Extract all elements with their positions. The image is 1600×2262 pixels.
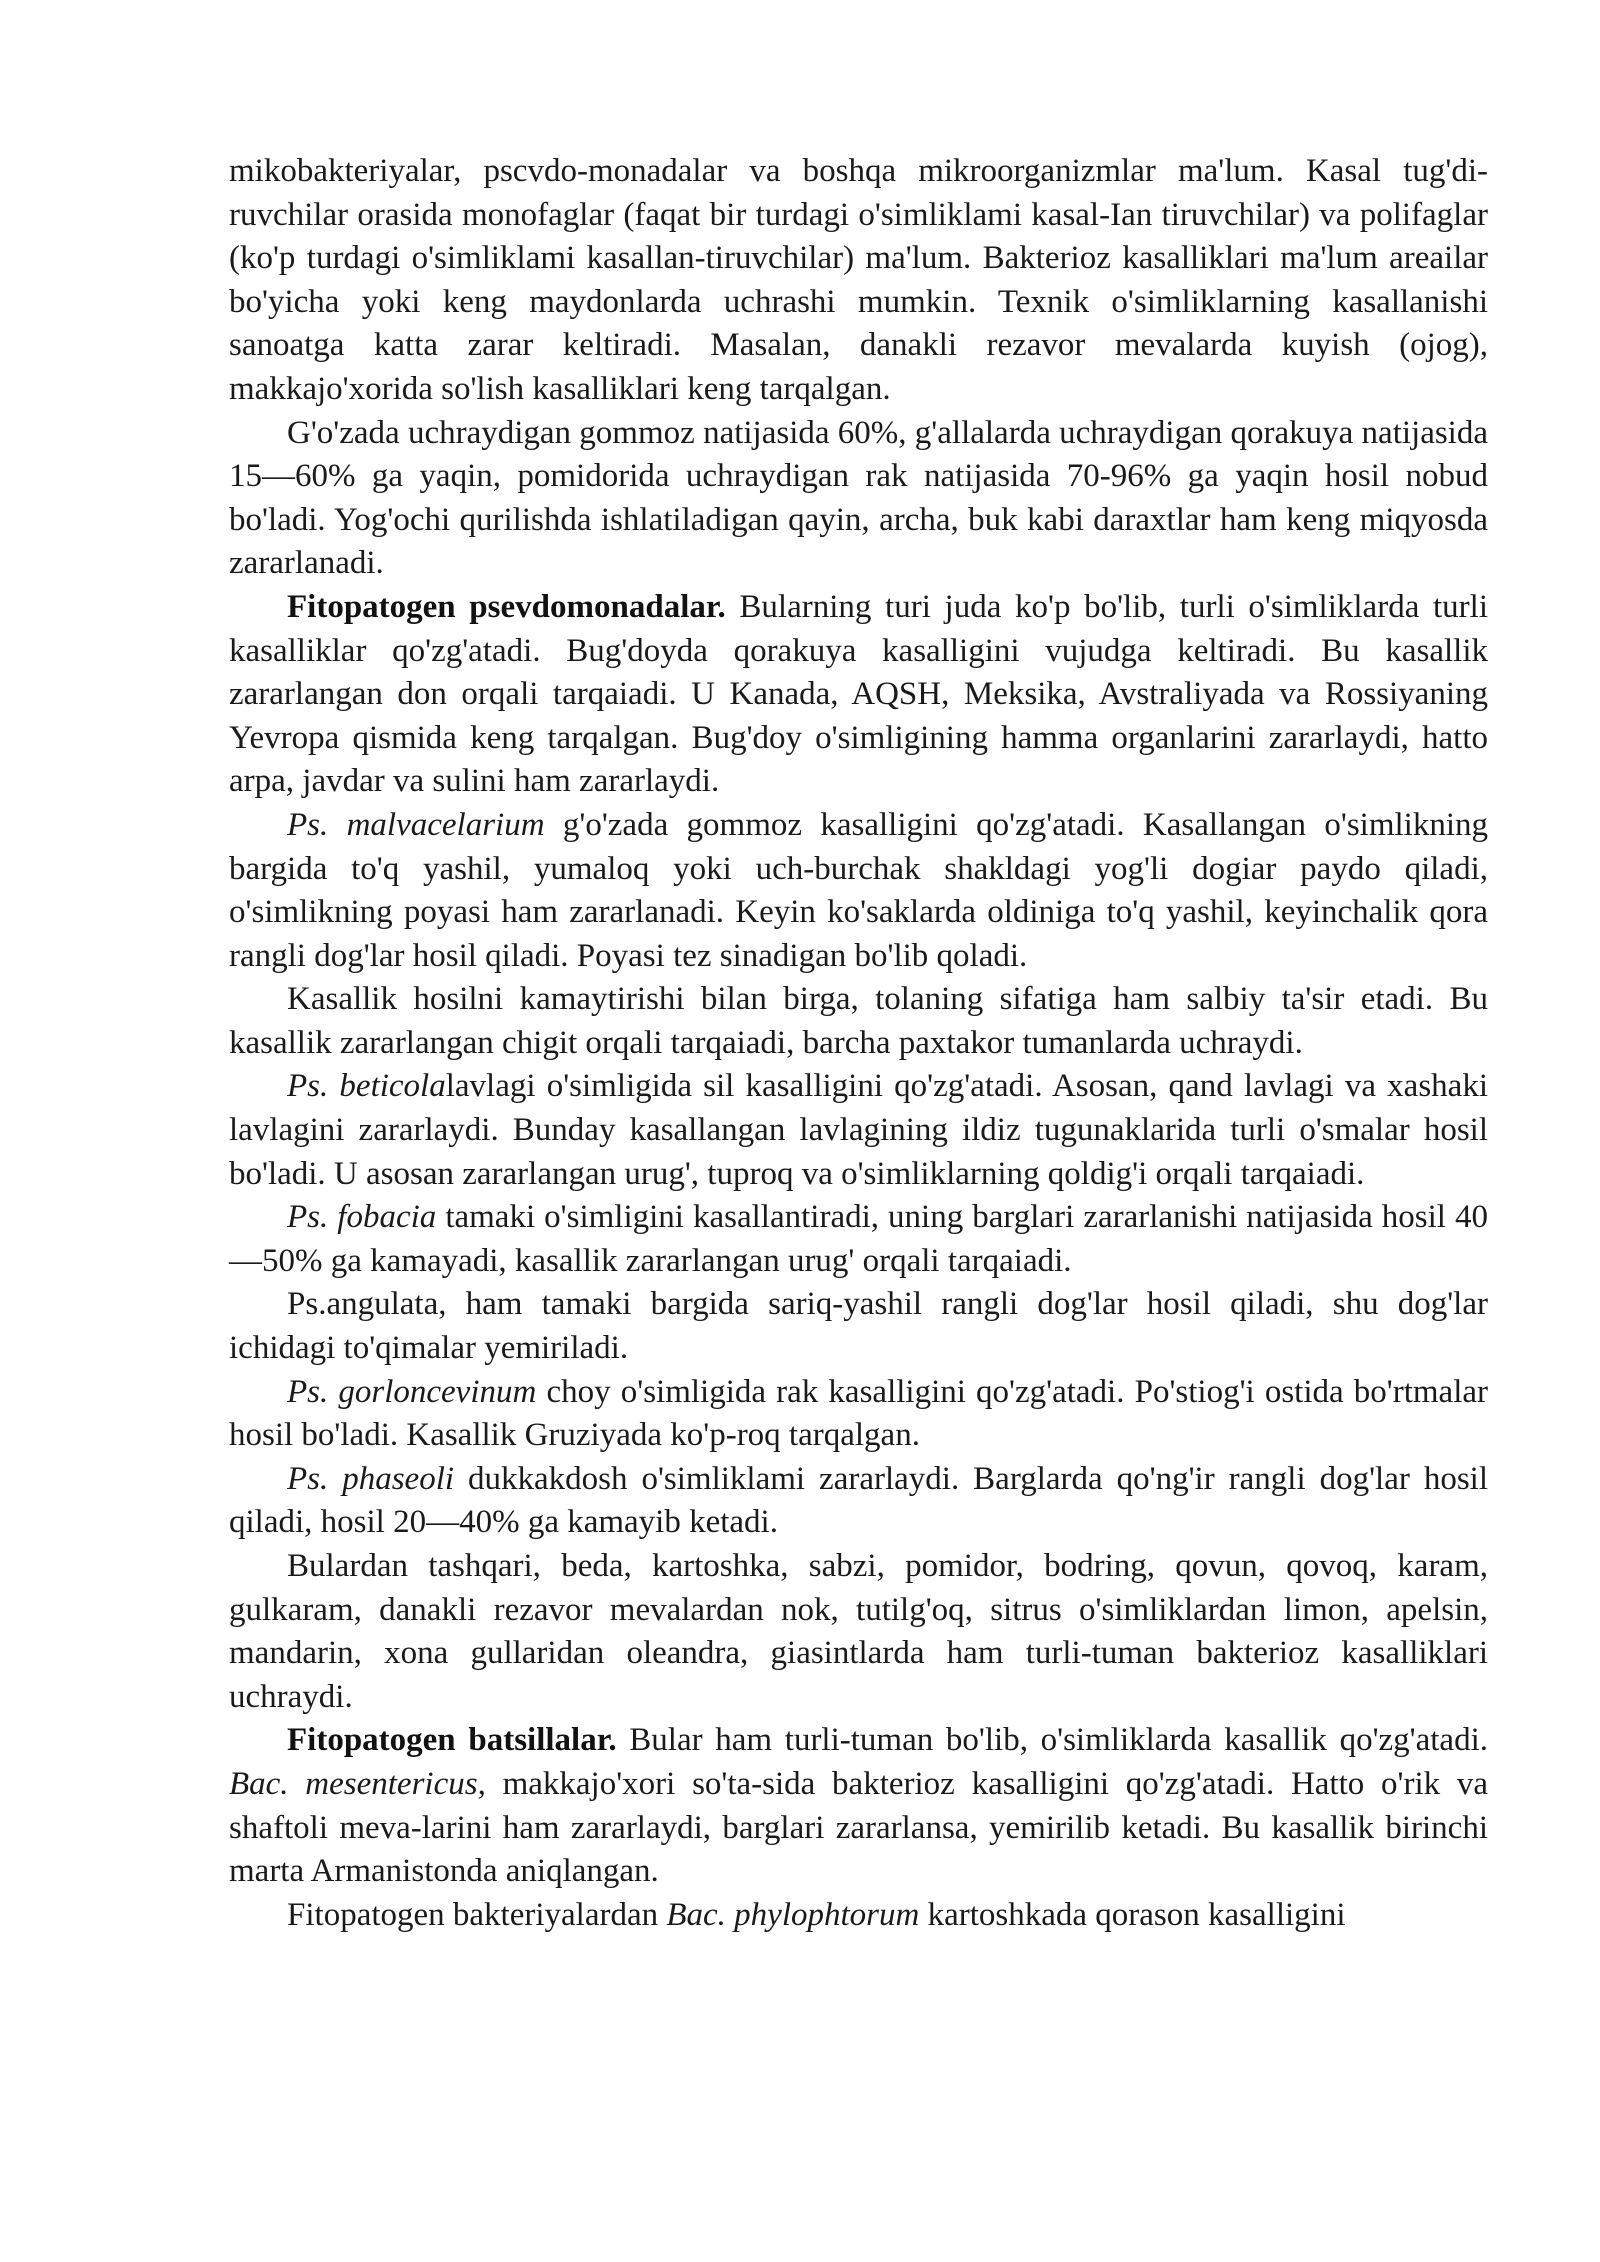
text-run: makkajo'xori so'ta-sida bakterioz kasalligini qo'zg'atadi. Hatto o'rik va shaftoli meva-larini ham zararlaydi, barglari zararlansa, yemirilib ketadi. Bu kasallik birinchi marta Armanistonda aniqlangan. xyxy=(229,1765,1489,1890)
paragraph xyxy=(229,1719,1488,1893)
text-run: Bular ham turli-tuman bo'lib, o'simliklarda kasallik qo'zg'atadi. xyxy=(616,1722,1488,1759)
paragraph xyxy=(229,1065,1488,1196)
paragraph xyxy=(229,804,1488,978)
italic-species-name: Bac. mesentericus, xyxy=(229,1765,486,1802)
text-run: Ps.angulata, ham tamaki bargida sariq-yashil rangli dog'lar hosil qiladi, shu dog'lar ichidagi to'qimalar yemiriladi. xyxy=(229,1286,1488,1367)
italic-species-name: Ps. beticola xyxy=(287,1068,446,1105)
italic-species-name: Ps. gorloncevinum xyxy=(287,1373,537,1410)
text-run: kartoshkada qorason kasalligini xyxy=(919,1896,1346,1933)
text-run: G'o'zada uchraydigan gommoz natijasida 60%, g'allalarda uchraydigan qorakuya natijasida 15—60% ga yaqin, pomidorida uchraydigan rak natijasida 70-96% ga yaqin hosil nobud bo'ladi. Yog'ochi qurilishda ishlatiladigan qayin, archa, buk kabi daraxtlar ham keng miqyosda zararlanadi. xyxy=(229,414,1488,582)
text-run: lavlagi o'simligida sil kasalligini qo'zg'atadi. Asosan, qand lavlagi va xashaki lavlagini zararlaydi. Bunday kasallangan lavlagining ildiz tugunaklarida turli o'smalar hosil bo'ladi. U asosan zararlangan urug', tuproq va o'simliklarning qoldig'i orqali tarqaiadi. xyxy=(229,1068,1488,1192)
italic-species-name: Ps. fobacia xyxy=(287,1199,437,1236)
paragraph xyxy=(229,1545,1488,1719)
text-run: Bulardan tashqari, beda, kartoshka, sabzi, pomidor, bodring, qovun, qovoq, karam, gulkaram, danakli rezavor mevalardan nok, tutilg'oq, sitrus o'simliklardan limon, apelsin, mandarin, xona gullaridan oleandra, giasintlarda ham turli-tuman bakterioz kasalliklari uchraydi. xyxy=(229,1548,1488,1715)
text-run: tamaki o'simligini kasallantiradi, uning barglari zararlanishi natijasida hosil 40—50% ga kamayadi, kasallik zararlangan urug' orqali tarqaiadi. xyxy=(229,1199,1489,1279)
text-run: Bularning turi juda ko'p bo'lib, turli o'simliklarda turli kasalliklar qo'zg'atadi. Bug'doyda qorakuya kasalligini vujudga keltiradi. Bu kasallik zararlangan don orqali tarqaiadi. U Kanada, AQSH, Meksika, Avstraliyada va Rossiyaning Yevropa qismida keng tarqalgan. Bug'doy o'simligining hamma organlarini zararlaydi, hatto arpa, javdar va sulini ham zararlaydi. xyxy=(229,588,1488,800)
paragraph xyxy=(229,150,1488,412)
bold-heading: Fitopatogen psevdomonadalar. xyxy=(287,588,726,625)
italic-species-name: Bac. phylophtorum xyxy=(666,1896,920,1933)
text-run: choy o'simligida rak kasalligini qo'zg'atadi. Po'stiog'i ostida bo'rtmalar hosil bo'ladi. Kasallik Gruziyada ko'p-roq tarqalgan. xyxy=(229,1373,1488,1454)
bold-heading: Fitopatogen batsillalar. xyxy=(287,1722,617,1759)
text-run: dukkakdosh o'simliklami zararlaydi. Barglarda qo'ng'ir rangli dog'lar hosil qiladi, hosil 20—40% ga kamayib ketadi. xyxy=(229,1460,1488,1541)
text-run: Fitopatogen bakteriyalardan xyxy=(287,1896,667,1933)
paragraph xyxy=(229,1196,1488,1283)
italic-species-name: Ps. malvacelarium xyxy=(287,806,545,843)
paragraph xyxy=(229,1458,1488,1545)
italic-species-name: Ps. phaseoli xyxy=(287,1460,455,1497)
document-page xyxy=(229,150,1488,1937)
text-run: g'o'zada gommoz kasalligini qo'zg'atadi. Kasallangan o'simlikning bargida to'q yashil, yumaloq yoki uch-burchak shakldagi yog'li dogiar paydo qiladi, o'simlikning poyasi ham zararlanadi. Keyin ko'saklarda oldiniga to'q yashil, keyinchalik qora rangli dog'lar hosil qiladi. Poyasi tez sinadigan bo'lib qoladi. xyxy=(229,806,1488,974)
paragraph xyxy=(229,1894,1488,1938)
text-run: Kasallik hosilni kamaytirishi bilan birga, tolaning sifatiga ham salbiy ta'sir etadi. Bu kasallik zararlangan chigit orqali tarqaiadi, barcha paxtakor tumanlarda uchraydi. xyxy=(229,981,1488,1061)
paragraph xyxy=(229,412,1488,586)
text-run: mikobakteriyalar, pscvdo-monadalar va boshqa mikroorganizmlar ma'lum. Kasal tug'di-ruvchilar orasida monofaglar (faqat bir turdagi o'simliklami kasal-Ian tiruvchilar) va polifaglar (ko'p turdagi o'simliklami kasallan-tiruvchilar) ma'lum. Bakterioz kasalliklari ma'lum areailar bo'yicha yoki keng maydonlarda uchrashi mumkin. Texnik o'simliklarning kasallanishi sanoatga katta zarar keltiradi. Masalan, danakli rezavor mevalarda kuyish (ojog), makkajo'xorida so'lish kasalliklari keng tarqalgan. xyxy=(229,153,1488,407)
paragraph xyxy=(229,978,1488,1065)
paragraph xyxy=(229,1283,1488,1370)
paragraph xyxy=(229,1371,1488,1458)
paragraph xyxy=(229,586,1488,804)
